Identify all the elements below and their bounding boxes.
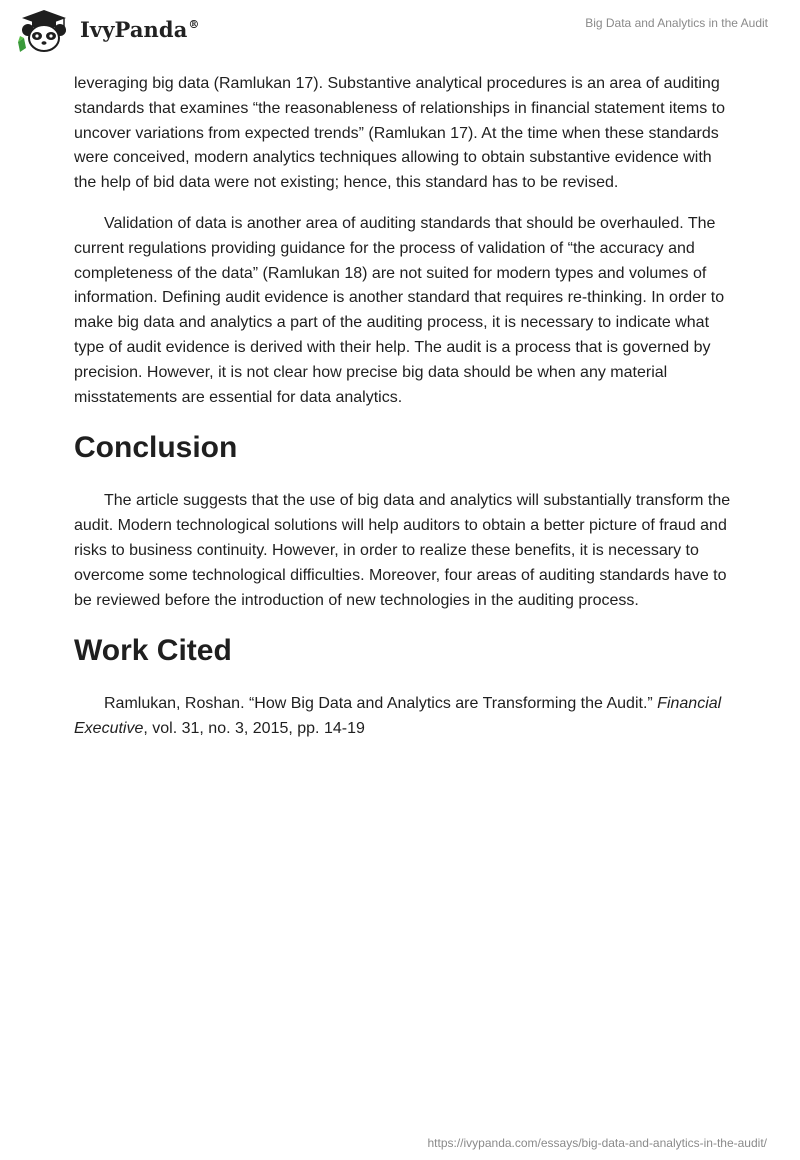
- paragraph: Validation of data is another area of auditing standards that should be overhauled. The current regulations providing guidance for the process of validation of “the accuracy and completeness of the data” (Ramlukan 18) are not suited for modern types and volumes of information. Defining audit evidence is another standard that requires re-thinking. In order to make big data and analytics a part of the auditing process, it is necessary to indicate what type of audit evidence is derived with their help. The audit is a process that is governed by precision. However, it is not clear how precise big data should be when any material misstatements are essential for data analytics.: [74, 214, 725, 406]
- document-title: Big Data and Analytics in the Audit: [585, 16, 768, 30]
- citation-details: , vol. 31, no. 3, 2015, pp. 14-19: [143, 720, 365, 738]
- paragraph: leveraging big data (Ramlukan 17). Substantive analytical procedures is an area of auditing standards that examines “the reasonableness of relationships in financial statement items to uncover variations from expected trends” (Ramlukan 17). At the time when these standards were conceived, modern analytics techniques allowing to obtain substantive evidence with the help of bid data were not existing; hence, this standard has to be revised.: [74, 75, 726, 192]
- page-header: [0, 0, 800, 62]
- section-heading-conclusion: Conclusion: [74, 431, 238, 465]
- citation-journal: Financial Executive: [74, 695, 722, 738]
- essay-content: [74, 72, 734, 742]
- section-heading-work-cited: Work Cited: [74, 634, 232, 668]
- brand-name[interactable]: [80, 17, 200, 42]
- registered-mark: ®: [188, 18, 200, 31]
- brand-text: IvyPanda: [80, 17, 188, 42]
- citation-entry: [74, 692, 734, 742]
- paragraph: The article suggests that the use of big data and analytics will substantially transform the audit. Modern technological solutions will help auditors to obtain a better picture of fraud and risks to business continuity. However, in order to realize these benefits, it is necessary to overcome some technological difficulties. Moreover, four areas of auditing standards have to be reviewed before the introduction of new technologies in the auditing process.: [74, 492, 731, 609]
- citation-author-title: Ramlukan, Roshan. “How Big Data and Analytics are Transforming the Audit.”: [104, 695, 653, 713]
- ivypanda-logo-icon[interactable]: [14, 8, 76, 54]
- footer-url[interactable]: https://ivypanda.com/essays/big-data-and-analytics-in-the-audit/: [427, 1136, 767, 1150]
